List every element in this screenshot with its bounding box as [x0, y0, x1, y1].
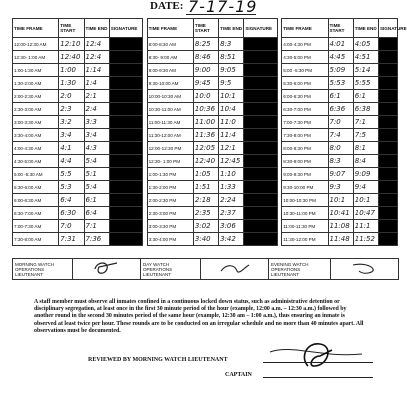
time-start-cell: 11:00 [193, 116, 218, 129]
time-start-cell: 12:40 [193, 155, 218, 168]
redacted-signature-cell [244, 207, 278, 220]
redacted-signature-cell [378, 181, 397, 194]
time-end-cell: 4:51 [353, 51, 378, 64]
redacted-signature-cell [109, 155, 143, 168]
table-header-row [13, 19, 398, 38]
table-row [13, 220, 398, 233]
redacted-signature-cell [244, 116, 278, 129]
table-row [13, 155, 398, 168]
time-start-cell: 3:40 [193, 233, 218, 246]
time-start-cell: 6:30 [59, 207, 84, 220]
reviewer-signature-scrawl [262, 336, 372, 376]
time-frame-cell: 2:30-3:00 AM [13, 103, 59, 116]
time-end-cell: 8:51 [219, 51, 244, 64]
redacted-signature-cell [378, 77, 397, 90]
time-start-cell: 7:0 [59, 220, 84, 233]
captain-label: CAPTAIN [225, 372, 252, 378]
time-end-cell: 2:4 [84, 103, 109, 116]
time-end-cell: 3:3 [84, 116, 109, 129]
time-frame-cell: 9:30-10:00 PM [282, 181, 328, 194]
time-end-cell: 11:0 [219, 116, 244, 129]
redacted-signature-cell [378, 103, 397, 116]
time-start-cell: 2:18 [193, 194, 218, 207]
table-row [13, 142, 398, 155]
redacted-signature-cell [109, 181, 143, 194]
table-row [13, 207, 398, 220]
redacted-signature-cell [244, 77, 278, 90]
redacted-signature-cell [109, 129, 143, 142]
time-end-cell: 6:38 [353, 103, 378, 116]
time-end-cell: 4:05 [353, 38, 378, 51]
col-time-start: TIME START [193, 19, 218, 38]
time-frame-cell: 6:30-7:00 AM [13, 207, 59, 220]
redacted-signature-cell [244, 233, 278, 246]
time-frame-cell: 11:30-12:00 AM [147, 129, 193, 142]
time-frame-cell: 8:30- 9:00 AM [147, 51, 193, 64]
redacted-signature-cell [244, 155, 278, 168]
time-start-cell: 11:08 [328, 220, 353, 233]
time-start-cell: 6:1 [328, 90, 353, 103]
time-end-cell: 11:52 [353, 233, 378, 246]
time-start-cell: 3:02 [193, 220, 218, 233]
redacted-signature-cell [378, 129, 397, 142]
col-time-end: TIME END [84, 19, 109, 38]
morning-lieutenant-initials [73, 259, 141, 280]
col-signature: SIGNATURE [109, 19, 143, 38]
redacted-signature-cell [378, 233, 397, 246]
time-frame-cell: 7:00-7:30 AM [13, 220, 59, 233]
time-end-cell: 12:1 [219, 142, 244, 155]
time-frame-cell: 5:00 -5:30 AM [13, 168, 59, 181]
redacted-signature-cell [244, 38, 278, 51]
evening-lieutenant-initials [331, 259, 399, 280]
table-row [13, 181, 398, 194]
time-start-cell: 9:07 [328, 168, 353, 181]
time-start-cell: 10:41 [328, 207, 353, 220]
redacted-signature-cell [109, 168, 143, 181]
redacted-signature-cell [378, 155, 397, 168]
time-end-cell: 10:4 [219, 103, 244, 116]
table-row [13, 103, 398, 116]
redacted-signature-cell [109, 90, 143, 103]
captain-signature-line [263, 377, 373, 378]
time-end-cell: 5:4 [84, 181, 109, 194]
time-frame-cell: 6:30-7:00 PM [282, 103, 328, 116]
time-end-cell: 8:3 [219, 38, 244, 51]
time-frame-cell: 7:30-8:00 AM [13, 233, 59, 246]
time-start-cell: 7:31 [59, 233, 84, 246]
col-signature: SIGNATURE [244, 19, 278, 38]
time-end-cell: 6:1 [84, 194, 109, 207]
time-frame-cell: 7:30-8:00 PM [282, 129, 328, 142]
time-start-cell: 1:30 [59, 77, 84, 90]
time-frame-cell: 10:00-10:30 AM [147, 90, 193, 103]
redacted-signature-cell [244, 168, 278, 181]
redacted-signature-cell [378, 64, 397, 77]
time-frame-cell: 6:00-6:30 AM [13, 194, 59, 207]
redacted-signature-cell [244, 181, 278, 194]
time-start-cell: 10:36 [193, 103, 218, 116]
time-frame-cell: 1:00-1:30 PM [147, 168, 193, 181]
time-frame-cell: 9:30-10:00 AM [147, 77, 193, 90]
redacted-signature-cell [109, 103, 143, 116]
time-start-cell: 4:4 [59, 155, 84, 168]
evening-initials-scrawl [345, 259, 385, 277]
time-frame-cell: 9:00-9:30 PM [282, 168, 328, 181]
time-end-cell: 12:4 [84, 38, 109, 51]
time-end-cell: 12:45 [219, 155, 244, 168]
time-start-cell: 4:01 [328, 38, 353, 51]
redacted-signature-cell [244, 220, 278, 233]
time-end-cell: 5:1 [84, 168, 109, 181]
time-start-cell: 6:4 [59, 194, 84, 207]
day-initials-scrawl [215, 259, 255, 277]
redacted-signature-cell [109, 207, 143, 220]
table-row [13, 64, 398, 77]
day-lieutenant-label: DAY WATCH OPERATIONS LIEUTENANT [141, 259, 201, 280]
time-end-cell: 9:09 [353, 168, 378, 181]
time-frame-cell: 5:30-6:00 PM [282, 77, 328, 90]
time-start-cell: 6:36 [328, 103, 353, 116]
redacted-signature-cell [109, 64, 143, 77]
time-end-cell: 3:4 [84, 129, 109, 142]
time-frame-cell: 2:30-3:00 PM [147, 207, 193, 220]
time-frame-cell: 4:30-5:00 AM [13, 155, 59, 168]
table-row [13, 38, 398, 51]
time-end-cell: 10:1 [353, 194, 378, 207]
time-end-cell: 2:24 [219, 194, 244, 207]
table-row [13, 51, 398, 64]
time-frame-cell: 10:00-10:30 PM [282, 194, 328, 207]
redacted-signature-cell [109, 142, 143, 155]
redacted-signature-cell [378, 90, 397, 103]
time-frame-cell: 7:00-7:30 PM [282, 116, 328, 129]
time-end-cell: 9:5 [219, 77, 244, 90]
time-end-cell: 6:1 [353, 90, 378, 103]
time-end-cell: 3:06 [219, 220, 244, 233]
time-end-cell: 10:1 [219, 90, 244, 103]
table-row [13, 116, 398, 129]
col-signature: SIGNATURE [378, 19, 397, 38]
redacted-signature-cell [109, 220, 143, 233]
redacted-signature-cell [109, 194, 143, 207]
time-end-cell: 8:1 [353, 142, 378, 155]
time-start-cell: 7:4 [328, 129, 353, 142]
redacted-signature-cell [378, 51, 397, 64]
time-start-cell: 2:0 [59, 90, 84, 103]
time-end-cell: 5:55 [353, 77, 378, 90]
redacted-signature-cell [244, 129, 278, 142]
col-time-frame: TIME FRAME [13, 19, 59, 38]
time-start-cell: 10:0 [193, 90, 218, 103]
time-end-cell: 7:36 [84, 233, 109, 246]
time-start-cell: 7:0 [328, 116, 353, 129]
table-row [13, 129, 398, 142]
time-end-cell: 9:4 [353, 181, 378, 194]
time-start-cell: 5:09 [328, 64, 353, 77]
time-frame-cell: 6:00-6:30 PM [282, 90, 328, 103]
time-end-cell: 9:05 [219, 64, 244, 77]
time-start-cell: 2:3 [59, 103, 84, 116]
time-start-cell: 5:5 [59, 168, 84, 181]
time-start-cell: 3:4 [59, 129, 84, 142]
time-frame-cell: 4:30-5:00 PM [282, 51, 328, 64]
time-frame-cell: 12:30- 1:00 AM [13, 51, 59, 64]
time-start-cell: 11:48 [328, 233, 353, 246]
time-start-cell: 8:0 [328, 142, 353, 155]
redacted-signature-cell [244, 194, 278, 207]
table-row [13, 194, 398, 207]
time-start-cell: 1:51 [193, 181, 218, 194]
time-end-cell: 11:1 [353, 220, 378, 233]
time-end-cell: 1:14 [84, 64, 109, 77]
time-end-cell: 7:1 [353, 116, 378, 129]
redacted-signature-cell [109, 233, 143, 246]
redacted-signature-cell [109, 51, 143, 64]
lieutenant-signoff-table [12, 258, 399, 280]
time-end-cell: 10:47 [353, 207, 378, 220]
time-end-cell: 7:5 [353, 129, 378, 142]
time-start-cell: 1:00 [59, 64, 84, 77]
time-start-cell: 8:3 [328, 155, 353, 168]
time-end-cell: 7:1 [84, 220, 109, 233]
time-frame-cell: 4:00-4:30 AM [13, 142, 59, 155]
time-frame-cell: 8:00-8:30 PM [282, 142, 328, 155]
time-frame-cell: 2:00-2:30 PM [147, 194, 193, 207]
redacted-signature-cell [378, 194, 397, 207]
time-frame-cell: 1:30-2:00 AM [13, 77, 59, 90]
time-frame-cell: 12:00-12:30 AM [13, 38, 59, 51]
redacted-signature-cell [378, 142, 397, 155]
time-frame-cell: 5:30-6:00 AM [13, 181, 59, 194]
reviewer-signature-line [263, 362, 373, 363]
time-end-cell: 6:4 [84, 207, 109, 220]
time-start-cell: 9:00 [193, 64, 218, 77]
time-frame-cell: 9:00-9:30 AM [147, 64, 193, 77]
table-row [13, 90, 398, 103]
time-frame-cell: 8:00-8:30 AM [147, 38, 193, 51]
time-frame-cell: 5:00 -5:30 PM [282, 64, 328, 77]
redacted-signature-cell [378, 220, 397, 233]
time-frame-cell: 12:30- 1:00 PM [147, 155, 193, 168]
redacted-signature-cell [109, 116, 143, 129]
time-frame-cell: 3:00-3:30 PM [147, 220, 193, 233]
time-start-cell: 4:45 [328, 51, 353, 64]
redacted-signature-cell [244, 142, 278, 155]
time-end-cell: 4:3 [84, 142, 109, 155]
time-frame-cell: 11:00-11:30 AM [147, 116, 193, 129]
time-end-cell: 5:14 [353, 64, 378, 77]
time-frame-cell: 3:30-4:00 PM [147, 233, 193, 246]
time-end-cell: 11:4 [219, 129, 244, 142]
col-time-start: TIME START [328, 19, 353, 38]
time-start-cell: 12:40 [59, 51, 84, 64]
col-time-end: TIME END [353, 19, 378, 38]
time-frame-cell: 11:30-12:00 PM [282, 233, 328, 246]
instructions-paragraph: A staff member must observe all inmates confined in a continuous locked down status, such as administrative detention or disciplinary segregation, at least once in the first 30 minute period of the hour (example, 12:00 a.m. – 12:30 a.m.) followed by another round in the second 30 minutes period of the same hour (example, 12:30 am – 1:00 a.m.), thus ensuring an inmate is observed at least twice per hour. These rounds are to be conducted on an irregular schedule and no more than 40 minutes apart. All observations must be documented. [34, 298, 364, 335]
col-time-frame: TIME FRAME [147, 19, 193, 38]
table-row [13, 233, 398, 246]
time-frame-cell: 3:30-4:00 AM [13, 129, 59, 142]
time-start-cell: 4:1 [59, 142, 84, 155]
time-start-cell: 5:53 [328, 77, 353, 90]
time-start-cell: 5:3 [59, 181, 84, 194]
date-value: 7-17-19 [188, 0, 258, 16]
redacted-signature-cell [378, 168, 397, 181]
time-start-cell: 2:35 [193, 207, 218, 220]
morning-lieutenant-label: MORNING WATCH OPERATIONS LIEUTENANT [13, 259, 73, 280]
day-lieutenant-initials [201, 259, 269, 280]
redacted-signature-cell [244, 103, 278, 116]
evening-lieutenant-label: EVENING WATCH OPERATIONS LIEUTENANT [269, 259, 331, 280]
col-time-start: TIME START [59, 19, 84, 38]
time-start-cell: 8:46 [193, 51, 218, 64]
time-start-cell: 11:36 [193, 129, 218, 142]
redacted-signature-cell [244, 64, 278, 77]
time-start-cell: 12:10 [59, 38, 84, 51]
time-frame-cell: 10:30-11:00 PM [282, 207, 328, 220]
time-start-cell: 3:2 [59, 116, 84, 129]
time-frame-cell: 4:00-4:30 PM [282, 38, 328, 51]
time-frame-cell: 12:00-12:30 PM [147, 142, 193, 155]
time-end-cell: 2:37 [219, 207, 244, 220]
morning-initials-scrawl [87, 259, 127, 277]
date-underline [186, 14, 256, 15]
time-start-cell: 1:05 [193, 168, 218, 181]
col-time-frame: TIME FRAME [282, 19, 328, 38]
time-frame-cell: 2:00-2:30 AM [13, 90, 59, 103]
time-end-cell: 3:42 [219, 233, 244, 246]
time-end-cell: 2:1 [84, 90, 109, 103]
reviewed-by-label: REVIEWED BY MORNING WATCH LIEUTENANT [88, 357, 228, 363]
redacted-signature-cell [244, 90, 278, 103]
time-end-cell: 5:4 [84, 155, 109, 168]
time-start-cell: 9:3 [328, 181, 353, 194]
date-label: DATE: [150, 0, 184, 12]
time-end-cell: 1:4 [84, 77, 109, 90]
time-frame-cell: 11:00-11:30 PM [282, 220, 328, 233]
redacted-signature-cell [244, 51, 278, 64]
redacted-signature-cell [109, 38, 143, 51]
time-end-cell: 1:33 [219, 181, 244, 194]
redacted-signature-cell [378, 207, 397, 220]
observation-table [12, 18, 407, 246]
redacted-signature-cell [378, 116, 397, 129]
time-end-cell: 12:4 [84, 51, 109, 64]
time-start-cell: 9:45 [193, 77, 218, 90]
redacted-signature-cell [378, 38, 397, 51]
time-frame-cell: 10:30-11:00 AM [147, 103, 193, 116]
col-time-end: TIME END [219, 19, 244, 38]
redacted-signature-cell [109, 77, 143, 90]
table-row [13, 77, 398, 90]
time-end-cell: 1:10 [219, 168, 244, 181]
time-frame-cell: 8:30-9:00 PM [282, 155, 328, 168]
time-frame-cell: 1:00-1:30 AM [13, 64, 59, 77]
time-start-cell: 8:25 [193, 38, 218, 51]
time-frame-cell: 3:00-3:30 AM [13, 116, 59, 129]
time-end-cell: 8:4 [353, 155, 378, 168]
time-frame-cell: 1:30-2:00 PM [147, 181, 193, 194]
time-start-cell: 12:05 [193, 142, 218, 155]
table-row [13, 168, 398, 181]
time-start-cell: 10:1 [328, 194, 353, 207]
